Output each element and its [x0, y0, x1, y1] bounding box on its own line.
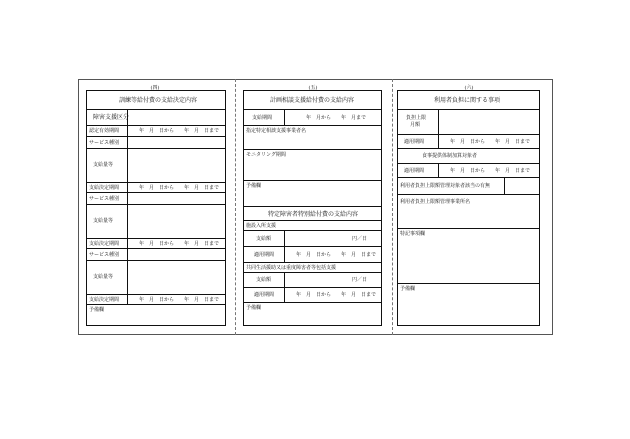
applicable-period-label: 適用期間 — [404, 139, 425, 145]
decision-period-label: 支給決定期間 — [89, 241, 120, 247]
service-type-label: サービス種別 — [89, 140, 120, 146]
remarks-label: 予備欄 — [246, 183, 262, 189]
remarks-label: 予備欄 — [89, 307, 105, 313]
special-notes-label: 特記事項欄 — [400, 231, 426, 237]
amount-value: 円／日 — [352, 277, 368, 283]
decision-period-label: 支給決定期間 — [89, 185, 120, 191]
remarks-label: 予備欄 — [400, 286, 416, 292]
amount-value: 円／日 — [352, 236, 368, 242]
panel-title: 利用者負担に関する事項 — [434, 97, 501, 104]
disability-category-label: 障害支援区分 — [93, 114, 130, 121]
cap-management-target-label: 利用者負担上限額管理対象者該当の有無 — [400, 183, 491, 189]
fold-line — [235, 79, 236, 335]
applicable-period-label: 適用期間 — [404, 168, 425, 174]
burden-cap-monthly-label: 月額 — [410, 122, 421, 128]
applicable-period-value: 年 月 日から 年 月 日まで — [296, 292, 377, 298]
supply-amount-label: 支給量等 — [93, 162, 114, 168]
fold-line — [392, 79, 393, 335]
service-type-label: サービス種別 — [89, 252, 120, 258]
meal-provision-title: 食事提供体制加算対象者 — [422, 153, 478, 159]
applicable-period-label: 適用期間 — [254, 292, 275, 298]
supply-amount-label: 支給額 — [256, 236, 272, 242]
section-title: 特定障害者特別給付費の支給内容 — [268, 211, 359, 218]
monitoring-period-label: モニタリング期間 — [246, 152, 286, 158]
supply-amount-label: 支給量等 — [93, 218, 114, 224]
group-home-label: 共同生活援助又は重度障害者等包括支援 — [246, 265, 337, 271]
panel-title: 訓練等給付費の支給決定内容 — [119, 97, 198, 104]
panel-number: (六) — [464, 85, 474, 91]
facility-support-label: 施設入所支援 — [246, 223, 277, 229]
panel-number: (四) — [150, 85, 160, 91]
supply-amount-label: 支給量等 — [93, 274, 114, 280]
applicable-period-label: 適用期間 — [254, 252, 275, 258]
decision-period-value: 年 月 日から 年 月 日まで — [139, 185, 220, 191]
supply-period-label: 支給期間 — [252, 115, 273, 121]
cert-period-value: 年 月 日から 年 月 日まで — [139, 128, 220, 134]
panel-title: 計画相談支援給付費の支給内容 — [270, 97, 355, 104]
panel-user-burden — [397, 90, 540, 326]
decision-period-label: 支給決定期間 — [89, 297, 120, 303]
cap-management-office-label: 利用者負担上限額管理事業所名 — [400, 199, 471, 205]
supply-period-value: 年 月から 年 月まで — [306, 115, 367, 121]
decision-period-value: 年 月 日から 年 月 日まで — [139, 297, 220, 303]
remarks-label: 予備欄 — [246, 305, 262, 311]
applicable-period-value: 年 月 日から 年 月 日まで — [450, 168, 531, 174]
office-name-label: 指定特定相談支援事業者名 — [246, 128, 307, 134]
panel-plan-consultation — [243, 90, 382, 326]
panel-number: (五) — [308, 85, 318, 91]
applicable-period-value: 年 月 日から 年 月 日まで — [450, 139, 531, 145]
burden-cap-label: 負担上限 — [406, 115, 427, 121]
applicable-period-value: 年 月 日から 年 月 日まで — [296, 252, 377, 258]
panel-training-benefits — [86, 90, 226, 326]
service-type-label: サービス種別 — [89, 196, 120, 202]
cert-period-label: 認定有効期間 — [89, 128, 120, 134]
decision-period-value: 年 月 日から 年 月 日まで — [139, 241, 220, 247]
supply-amount-label: 支給額 — [256, 277, 272, 283]
